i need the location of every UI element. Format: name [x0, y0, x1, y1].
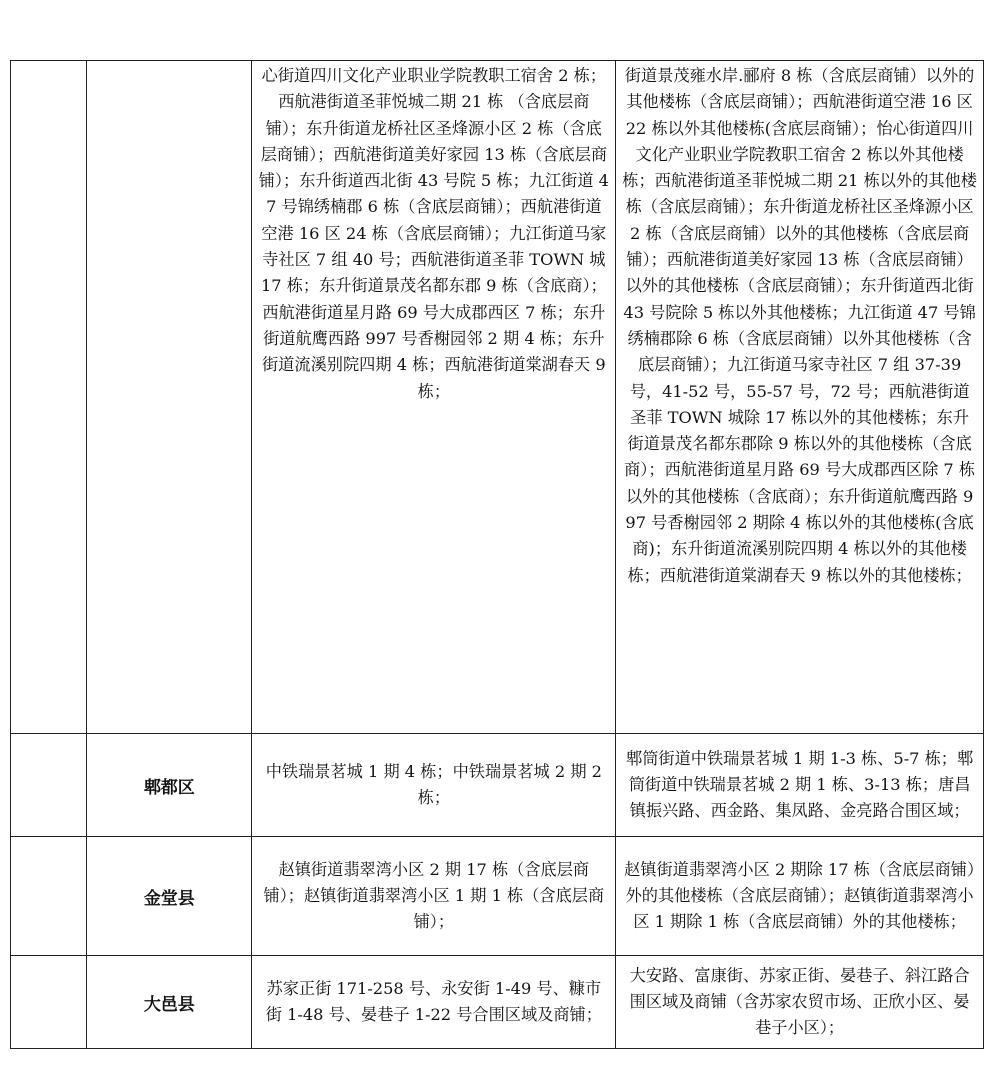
table-row	[11, 837, 984, 956]
prevention-area-text: 郫筒街道中铁瑞景茗城 1 期 1-3 栋、5-7 栋；郫筒街道中铁瑞景茗城 2 期 1 栋、3-13 栋；唐昌镇振兴路、西金路、集凤路、金亮路合围区域；	[626, 748, 974, 821]
control-area-text: 苏家正街 171-258 号、永安街 1-49 号、糠市街 1-48 号、晏巷子 1-22 号合围区域及商铺；	[265, 978, 602, 1024]
risk-area-table	[10, 60, 984, 1049]
table-row	[11, 956, 984, 1049]
district-cell: 大邑县	[87, 956, 252, 1049]
table-row	[11, 734, 984, 837]
prevention-area-cell	[616, 956, 984, 1049]
region-cell	[11, 837, 87, 956]
prevention-area-cell	[616, 837, 984, 956]
control-area-cell	[252, 734, 616, 837]
prevention-area-text: 大安路、富康街、苏家正街、晏巷子、斜江路合围区域及商铺（含苏家农贸市场、正欣小区、晏巷子小区）；	[629, 965, 970, 1038]
prevention-area-cell	[616, 61, 984, 734]
region-cell	[11, 734, 87, 837]
control-area-cell	[252, 61, 616, 734]
prevention-area-text: 街道景茂雍水岸.郦府 8 栋（含底层商铺）以外的其他楼栋（含底层商铺）；西航港街道空港 16 区 22 栋以外其他楼栋(含底层商铺）；怡心街道四川文化产业职业学院教职工宿舍 2 栋以外其他楼栋；西航港街道圣菲悦城二期 21 栋以外的其他楼栋（含底层商铺）；东升街道龙桥社区圣烽源小区 2 栋（含底层商铺）以外的其他楼栋（含底层商铺）；西航港街道美好家园 13 栋（含底层商铺）以外的其他楼栋（含底层商铺）；东升街道西北街 43 号院除 5 栋以外其他楼栋；九江街道 47 号锦绣楠郡除 6 栋（含底层商铺）以外其他楼栋（含底层商铺）；九江街道马家寺社区 7 组 37-39 号，41-52 号，55-57 号，72 号；西航港街道圣菲 TOWN 城除 17 栋以外的其他楼栋；东升街道景茂名都东郡除 9 栋以外的其他楼栋（含底商）；西航港街道星月路 69 号大成郡西区除 7 栋以外的其他楼栋（含底商）；东升街道航鹰西路 997 号香榭园邻 2 期除 4 栋以外的其他楼栋(含底商)；东升街道流溪别院四期 4 栋以外的其他楼栋；西航港街道棠湖春天 9 栋以外的其他楼栋；	[622, 66, 977, 585]
control-area-text: 中铁瑞景茗城 1 期 4 栋；中铁瑞景茗城 2 期 2 栋；	[265, 761, 602, 807]
district-cell: 郫都区	[87, 734, 252, 837]
control-area-text: 赵镇街道翡翠湾小区 2 期 17 栋（含底层商铺）；赵镇街道翡翠湾小区 1 期 1 栋（含底层商铺）；	[263, 859, 605, 932]
control-area-cell	[252, 956, 616, 1049]
district-cell	[87, 61, 252, 734]
region-cell	[11, 956, 87, 1049]
district-cell: 金堂县	[87, 837, 252, 956]
prevention-area-text: 赵镇街道翡翠湾小区 2 期除 17 栋（含底层商铺）外的其他楼栋（含底层商铺）；赵镇街道翡翠湾小区 1 期除 1 栋（含底层商铺）外的其他楼栋；	[624, 859, 976, 932]
region-cell	[11, 61, 87, 734]
control-area-text: 心街道四川文化产业职业学院教职工宿舍 2 栋；西航港街道圣菲悦城二期 21 栋 （含底层商铺）；东升街道龙桥社区圣烽源小区 2 栋（含底层商铺）；西航港街道美好家园 13 栋（含底层商铺）；东升街道西北街 43 号院 5 栋；九江街道 47 号锦绣楠郡 6 栋（含底层商铺）；西航港街道空港 16 区 24 栋（含底层商铺）；九江街道马家寺社区 7 组 40 号；西航港街道圣菲 TOWN 城 17 栋；东升街道景茂名都东郡 9 栋（含底商）；西航港街道星月路 69 号大成郡西区 7 栋；东升街道航鹰西路 997 号香榭园邻 2 期 4 栋；东升街道流溪别院四期 4 栋；西航港街道棠湖春天 9 栋；	[258, 66, 609, 401]
control-area-cell	[252, 837, 616, 956]
prevention-area-cell	[616, 734, 984, 837]
table-row	[11, 61, 984, 734]
